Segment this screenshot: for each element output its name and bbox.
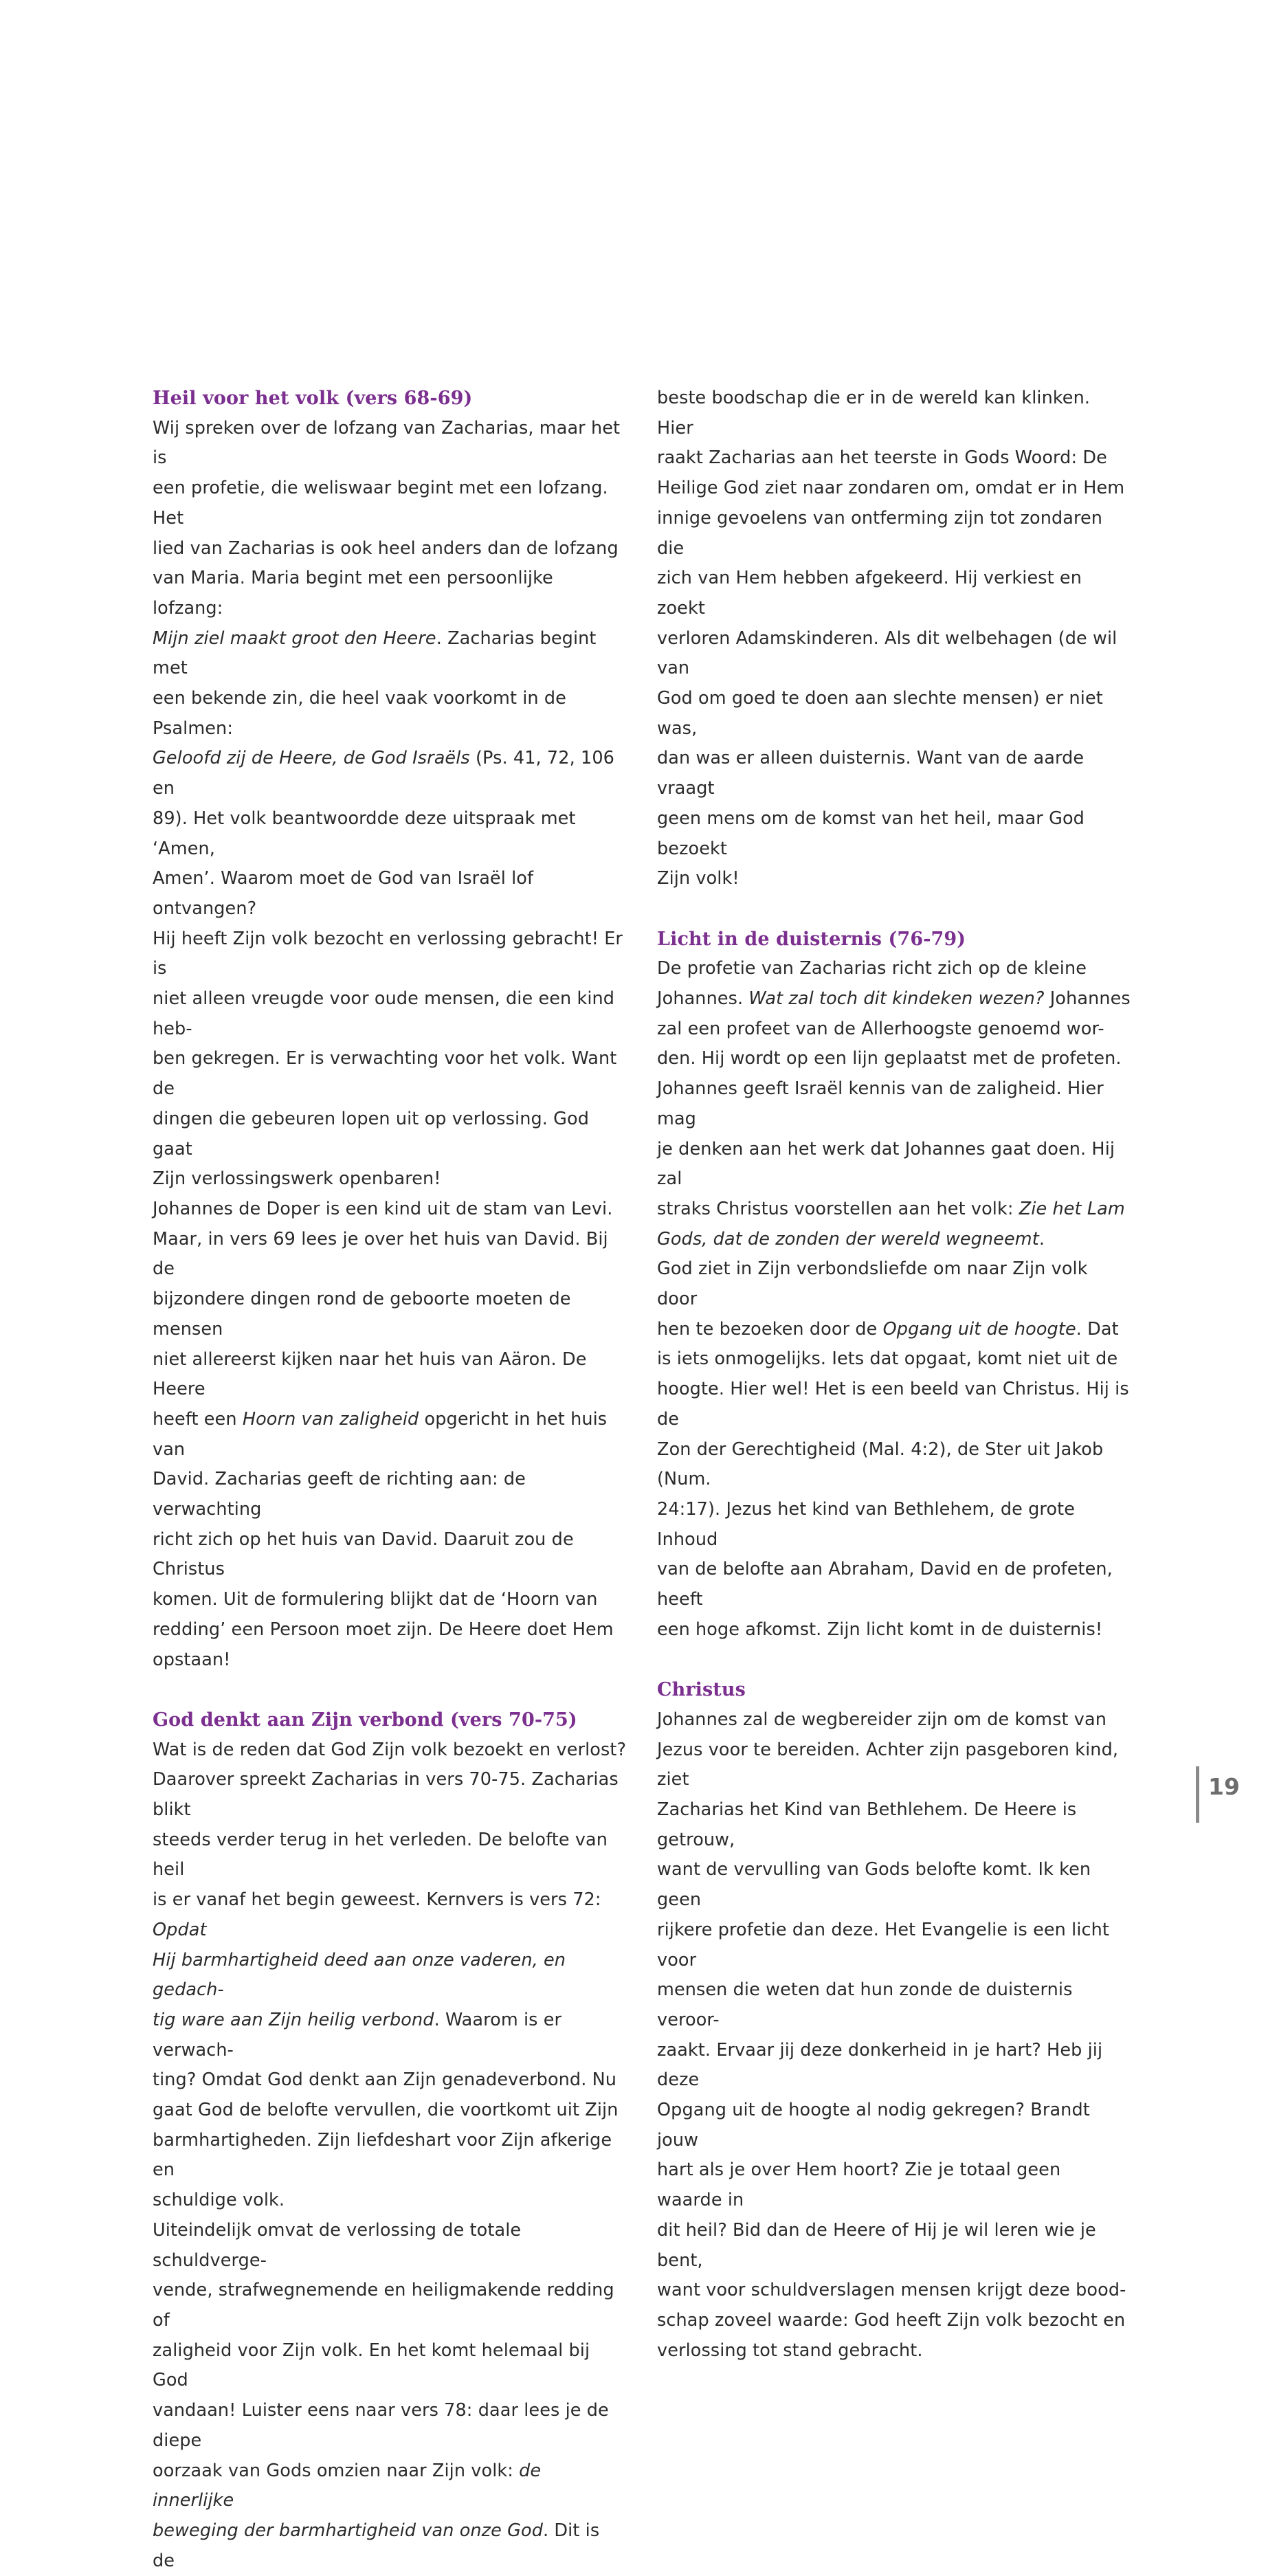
- text-line: Heilige God ziet naar zondaren om, omdat er in Hem: [657, 478, 1125, 499]
- text-line: schap zoveel waarde: God heeft Zijn volk bezocht en: [657, 2309, 1126, 2331]
- text-line: beste boodschap die er in de wereld kan klinken. Hier: [657, 388, 1091, 438]
- text-line: hart als je over Hem hoort? Zie je totaal geen waarde in: [657, 2159, 1061, 2211]
- text-line: [153, 1885, 627, 1945]
- quote-text: Hoorn van zaligheid: [242, 1408, 419, 1430]
- text-line: [153, 744, 627, 803]
- text-span: straks Christus voorstellen aan het volk:: [657, 1198, 1019, 1219]
- text-line: Zon der Gerechtigheid (Mal. 4:2), de Ster uit Jakob (Num.: [657, 1439, 1104, 1490]
- section-heading-heil: Heil voor het volk (vers 68-69): [153, 388, 473, 409]
- text-line: rijkere profetie dan deze. Het Evangelie is een licht voor: [657, 1919, 1109, 1970]
- section-heading-licht: Licht in de duisternis (76-79): [657, 928, 966, 950]
- quote-text: Opdat: [153, 1919, 207, 1940]
- text-line: Daarover spreekt Zacharias in vers 70-75. Zacharias blikt: [153, 1769, 619, 1821]
- text-line: steeds verder terug in het verleden. De belofte van heil: [153, 1829, 608, 1880]
- text-line: God ziet in Zijn verbondsliefde om naar Zijn volk door: [657, 1258, 1088, 1310]
- text-line: [657, 984, 1131, 1014]
- text-line: richt zich op het huis van David. Daaruit zou de Christus: [153, 1529, 574, 1580]
- text-line: [153, 2516, 627, 2576]
- quote-text: Zie het Lam: [1019, 1198, 1125, 1219]
- right-column: [657, 384, 1131, 2366]
- text-span: heeft een: [153, 1408, 243, 1430]
- text-line: zich van Hem hebben afgekeerd. Hij verkiest en zoekt: [657, 568, 1082, 619]
- text-line: is iets onmogelijks. Iets dat opgaat, komt niet uit de: [657, 1348, 1118, 1370]
- text-line: David. Zacharias geeft de richting aan: de verwachting: [153, 1469, 526, 1520]
- section-gap: [153, 1675, 627, 1705]
- text-line: van Maria. Maria begint met een persoonlijke lofzang:: [153, 568, 553, 619]
- text-line: Uiteindelijk omvat de verlossing de totale schuldverge-: [153, 2219, 522, 2271]
- text-line: van de belofte aan Abraham, David en de profeten, heeft: [657, 1559, 1113, 1610]
- section-gap: [657, 1645, 1131, 1676]
- text-line: gaat God de belofte vervullen, die voortkomt uit Zijn: [153, 2100, 619, 2121]
- section-gap: [657, 894, 1131, 924]
- text-line: [153, 2006, 627, 2065]
- text-line: Amen’. Waarom moet de God van Israël lof ontvangen?: [153, 868, 534, 919]
- text-line: mensen die weten dat hun zonde de duisternis veroor-: [657, 1979, 1073, 2030]
- text-line: raakt Zacharias aan het teerste in Gods Woord: De: [657, 447, 1107, 469]
- text-line: Johannes zal de wegbereider zijn om de komst van: [657, 1709, 1106, 1730]
- text-line: zaakt. Ervaar jij deze donkerheid in je hart? Heb jij deze: [657, 2039, 1103, 2091]
- page-number-rule: [1196, 1766, 1199, 1823]
- text-line: [657, 1315, 1131, 1345]
- text-span: . Dit is de: [153, 2520, 600, 2571]
- quote-text: Wat zal toch dit kindeken wezen?: [748, 988, 1045, 1010]
- text-line: Wat is de reden dat God Zijn volk bezoekt en verlost?: [153, 1739, 627, 1760]
- text-line: De profetie van Zacharias richt zich op de kleine: [657, 958, 1087, 979]
- text-line: dan was er alleen duisternis. Want van de aarde vraagt: [657, 748, 1085, 799]
- text-line: den. Hij wordt op een lijn geplaatst met de profeten.: [657, 1048, 1122, 1069]
- text-line: ting? Omdat God denkt aan Zijn genadeverbond. Nu: [153, 2069, 617, 2091]
- text-line: [153, 624, 627, 684]
- text-line: een hoge afkomst. Zijn licht komt in de duisternis!: [657, 1619, 1103, 1640]
- section-heading-christus: Christus: [657, 1679, 746, 1701]
- text-line: Zacharias het Kind van Bethlehem. De Heere is getrouw,: [657, 1799, 1077, 1850]
- text-line: Maar, in vers 69 lees je over het huis van David. Bij de: [153, 1228, 608, 1280]
- quote-text: Opgang uit de hoogte: [882, 1318, 1076, 1340]
- text-line: een profetie, die weliswaar begint met een lofzang. Het: [153, 478, 608, 529]
- text-line: 89). Het volk beantwoordde deze uitspraak met ‘Amen,: [153, 808, 576, 859]
- text-line: Johannes de Doper is een kind uit de stam van Levi.: [153, 1198, 613, 1219]
- quote-text: tig ware aan Zijn heilig verbond: [153, 2009, 434, 2030]
- quote-text: Geloofd zij de Heere, de God Israëls: [153, 748, 470, 769]
- text-line: ben gekregen. Er is verwachting voor het volk. Want de: [153, 1048, 617, 1100]
- quote-text: de innerlijke: [153, 2460, 542, 2511]
- text-line: bijzondere dingen rond de geboorte moeten de mensen: [153, 1289, 571, 1340]
- text-line: [153, 1405, 627, 1465]
- text-line: komen. Uit de formulering blijkt dat de ‘Hoorn van: [153, 1589, 598, 1610]
- text-line: Opgang uit de hoogte al nodig gekregen? Brandt jouw: [657, 2100, 1090, 2151]
- text-span: Johannes: [1044, 988, 1131, 1010]
- section-heading-verbond: God denkt aan Zijn verbond (vers 70-75): [153, 1709, 577, 1731]
- text-line: geen mens om de komst van het heil, maar God bezoekt: [657, 808, 1085, 859]
- text-span: . Waarom is er verwach-: [153, 2009, 562, 2061]
- text-line: God om goed te doen aan slechte mensen) er niet was,: [657, 688, 1103, 739]
- text-line: [153, 2456, 627, 2516]
- text-line: verloren Adamskinderen. Als dit welbehagen (de wil van: [657, 628, 1117, 679]
- text-line: niet alleen vreugde voor oude mensen, die een kind heb-: [153, 988, 615, 1039]
- text-line: [657, 1225, 1131, 1255]
- text-line: Johannes geeft Israël kennis van de zaligheid. Hier mag: [657, 1078, 1104, 1129]
- text-span: is er vanaf het begin geweest. Kernvers is vers 72:: [153, 1889, 601, 1911]
- text-line: 24:17). Jezus het kind van Bethlehem, de grote Inhoud: [657, 1499, 1076, 1550]
- text-line: Wij spreken over de lofzang van Zacharias, maar het is: [153, 417, 621, 469]
- text-line: [153, 1946, 627, 2006]
- text-line: vandaan! Luister eens naar vers 78: daar lees je de diepe: [153, 2400, 609, 2451]
- text-line: schuldige volk.: [153, 2190, 285, 2211]
- text-line: [657, 1195, 1131, 1225]
- text-line: Hij heeft Zijn volk bezocht en verlossing gebracht! Er is: [153, 928, 623, 979]
- text-span: Johannes.: [657, 988, 749, 1010]
- text-line: niet allereerst kijken naar het huis van Aäron. De Heere: [153, 1348, 587, 1400]
- page-number: 19: [1208, 1773, 1240, 1800]
- text-span: . Dat: [1076, 1318, 1119, 1340]
- text-span: opgericht in het huis van: [153, 1408, 608, 1460]
- text-line: een bekende zin, die heel vaak voorkomt in de Psalmen:: [153, 688, 566, 739]
- text-span: (Ps. 41, 72, 106 en: [153, 748, 614, 799]
- text-span: hen te bezoeken door de: [657, 1318, 883, 1340]
- text-line: want voor schuldverslagen mensen krijgt deze bood-: [657, 2280, 1126, 2301]
- text-line: dit heil? Bid dan de Heere of Hij je wil leren wie je bent,: [657, 2219, 1096, 2271]
- text-line: zal een profeet van de Allerhoogste genoemd wor-: [657, 1018, 1104, 1039]
- text-line: hoogte. Hier wel! Het is een beeld van Christus. Hij is de: [657, 1379, 1129, 1430]
- text-line: Zijn verlossingswerk openbaren!: [153, 1168, 441, 1190]
- text-line: Jezus voor te bereiden. Achter zijn pasgeboren kind, ziet: [657, 1739, 1119, 1790]
- text-line: dingen die gebeuren lopen uit op verlossing. God gaat: [153, 1108, 590, 1159]
- text-line: lied van Zacharias is ook heel anders dan de lofzang: [153, 537, 619, 559]
- quote-text: Gods, dat de zonden der wereld wegneemt: [657, 1228, 1039, 1250]
- text-line: vende, strafwegnemende en heiligmakende redding of: [153, 2280, 614, 2331]
- quote-text: Hij barmhartigheid deed aan onze vaderen, en gedach-: [153, 1949, 566, 2001]
- text-span: .: [1038, 1228, 1045, 1250]
- text-line: innige gevoelens van ontferming zijn tot zondaren die: [657, 507, 1103, 559]
- text-span: oorzaak van Gods omzien naar Zijn volk:: [153, 2460, 520, 2481]
- quote-text: Mijn ziel maakt groot den Heere: [153, 628, 436, 649]
- text-line: verlossing tot stand gebracht.: [657, 2340, 923, 2361]
- text-line: want de vervulling van Gods belofte komt. Ik ken geen: [657, 1859, 1091, 1911]
- text-line: zaligheid voor Zijn volk. En het komt helemaal bij God: [153, 2340, 590, 2391]
- text-line: opstaan!: [153, 1649, 231, 1670]
- text-span: . Zacharias begint met: [153, 628, 597, 679]
- text-line: barmhartigheden. Zijn liefdeshart voor Zijn afkerige en: [153, 2129, 612, 2181]
- text-line: je denken aan het werk dat Johannes gaat doen. Hij zal: [657, 1138, 1115, 1190]
- text-line: Zijn volk!: [657, 868, 739, 889]
- text-line: redding’ een Persoon moet zijn. De Heere doet Hem: [153, 1619, 614, 1640]
- left-column: [153, 384, 627, 2576]
- quote-text: beweging der barmhartigheid van onze God: [153, 2520, 543, 2541]
